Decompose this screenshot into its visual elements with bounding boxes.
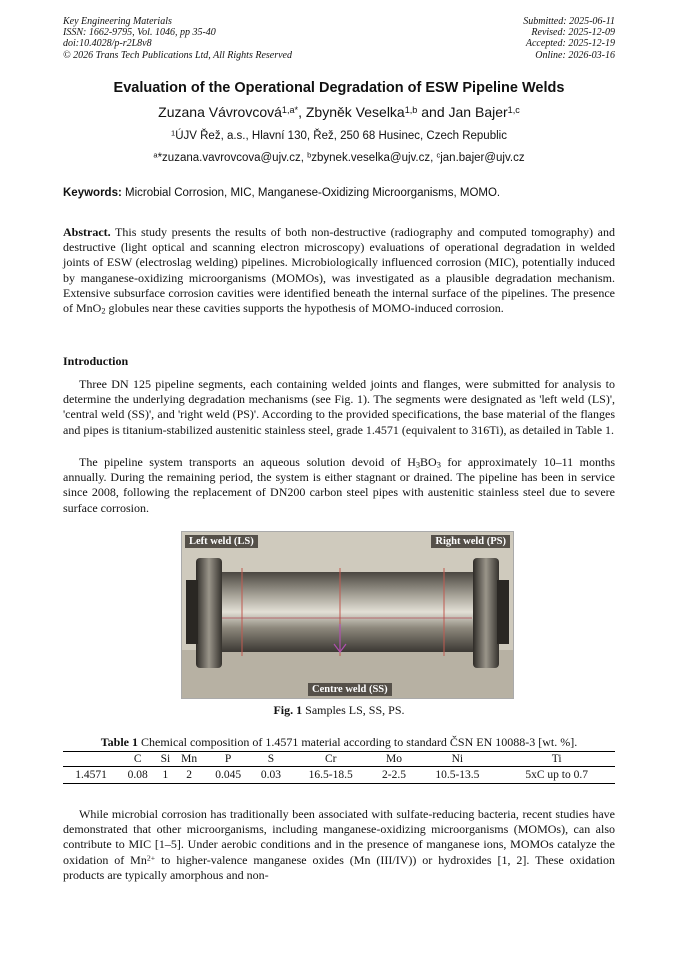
table-cell: 5xC up to 0.7 <box>498 767 615 784</box>
author-sep: , <box>298 104 306 120</box>
table-caption <box>63 735 615 750</box>
para-text: While microbial corrosion has traditionally been associated with sulfate-reducing bacteria, recent studies have demonstrated that other microorganisms, including manganese-oxidizing microorganisms (MOMOs), can also contribute to MIC [1–5]. Under aerobic conditions and in the presence of manganese ions, MOMOs catalyze the oxidation of Mn <box>63 807 615 867</box>
table-caption-text: Chemical composition of 1.4571 material according to standard ČSN EN 10088-3 [wt. %]. <box>138 735 578 749</box>
figure-label-right-weld: Right weld (PS) <box>431 535 510 548</box>
para-text: to higher-valence manganese oxides (Mn (III/IV)) or hydroxides [1, 2]. These oxidation products are typically amorphous and non- <box>63 852 615 882</box>
keywords <box>63 187 615 199</box>
table-header-row <box>63 752 615 767</box>
table-header-cell: Ti <box>498 752 615 767</box>
abstract-text: This study presents the results of both non-destructive (radiography and computed tomography) and destructive (light optical and scanning electron microscopy) evaluations of operational degradation in welded joints of ESW (electroslag welding) pipelines. Microbiologically influenced corrosion (MIC), potentially induced by manganese-oxidizing microorganisms (MOMOs), was investigated as a plausible degradation mechanism. Extensive subsurface corrosion cavities were identified beneath the internal surface of the pipelines. The presence of MnO <box>63 225 615 316</box>
composition-table <box>63 751 615 784</box>
author-name: Jan Bajer <box>448 104 508 120</box>
table-header-cell: S <box>252 752 289 767</box>
figure-caption <box>0 703 678 718</box>
paper-title: Evaluation of the Operational Degradation of ESW Pipeline Welds <box>113 80 565 96</box>
table-header-cell: Si <box>156 752 174 767</box>
keywords-text: Microbial Corrosion, MIC, Manganese-Oxidizing Microorganisms, MOMO. <box>121 187 501 199</box>
pipe-body <box>220 572 475 652</box>
abstract-sub: 2 <box>101 306 106 316</box>
figure-label-centre-weld: Centre weld (SS) <box>308 683 392 696</box>
email-sup: c <box>436 150 441 160</box>
author-sup: 1,a* <box>281 104 299 115</box>
table-header-cell: Ni <box>416 752 498 767</box>
table-cell: 0.08 <box>119 767 156 784</box>
table-cell: 1.4571 <box>63 767 119 784</box>
author-name: Zuzana Vávrovcová <box>158 104 282 120</box>
table-header-cell: P <box>204 752 252 767</box>
author-list <box>0 104 678 120</box>
table-header-cell: Cr <box>290 752 372 767</box>
email-link[interactable]: jan.bajer@ujv.cz <box>440 152 525 164</box>
pipeline-drawing <box>182 532 513 698</box>
affiliation-text: ÚJV Řež, a.s., Hlavní 130, Řež, 250 68 Husinec, Czech Republic <box>175 130 507 142</box>
figure-caption-label: Fig. 1 <box>273 703 303 717</box>
intro-paragraph-2 <box>63 455 615 516</box>
left-flange <box>196 558 222 668</box>
submitted-date: Submitted: 2025-06-11 <box>523 16 615 27</box>
online-date: Online: 2026-03-16 <box>535 49 615 61</box>
para-text: for approximately 10–11 months annually. During the remaining period, the system is either stagnant or drained. The pipeline has been in service since 2008, following the replacement of DN200 carbon steel pipes with austenitic stainless steel due to severe surface corrosion. <box>63 455 615 515</box>
doi: doi:10.4028/p-r2L8v8 <box>63 38 152 50</box>
table-row <box>63 767 615 784</box>
table-cell: 10.5-13.5 <box>416 767 498 784</box>
table-cell: 0.045 <box>204 767 252 784</box>
keywords-label: Keywords: <box>63 187 122 199</box>
table-header-cell: C <box>119 752 156 767</box>
figure-caption-text: Samples LS, SS, PS. <box>302 703 405 717</box>
author-sep: and <box>417 104 449 120</box>
table-cell: 2 <box>174 767 204 784</box>
pipeline-photo <box>181 531 514 699</box>
table-header-cell: Mo <box>372 752 417 767</box>
para-text: The pipeline system transports an aqueous solution devoid of H <box>79 455 416 469</box>
right-flange <box>473 558 499 668</box>
email-sup: b <box>307 150 312 160</box>
table-header-cell: Mn <box>174 752 204 767</box>
para-text: BO <box>420 455 437 469</box>
journal-name: Key Engineering Materials <box>63 16 172 27</box>
table-cell: 16.5-18.5 <box>290 767 372 784</box>
table-cell: 2-2.5 <box>372 767 417 784</box>
email-list <box>0 152 678 164</box>
revised-date: Revised: 2025-12-09 <box>531 27 615 39</box>
table-caption-label: Table 1 <box>100 735 138 749</box>
abstract <box>63 225 615 316</box>
left-pipe-stub <box>186 580 198 644</box>
table-cell: 0.03 <box>252 767 289 784</box>
table-header-cell <box>63 752 119 767</box>
para-sup: 2+ <box>146 853 156 863</box>
author-name: Zbyněk Veselka <box>305 104 405 120</box>
affiliation-sup: 1 <box>171 128 176 138</box>
author-sup: 1,b <box>404 104 418 115</box>
journal-header-right <box>523 16 615 61</box>
right-pipe-stub <box>497 580 509 644</box>
para-sub: 3 <box>436 460 441 470</box>
accepted-date: Accepted: 2025-12-19 <box>525 38 615 50</box>
intro-paragraph: Three DN 125 pipeline segments, each containing welded joints and flanges, were submitted for analysis to determine the underlying degradation mechanisms (see Fig. 1). The segments were designated as 'left weld (LS)', 'central weld (SS)', and 'right weld (PS)'. According to the provided specifications, the base material of the flanges and pipes is titanium-stabilized austenitic stainless steel, grade 1.4571 (equivalent to 316Ti), as detailed in Table 1. <box>63 377 615 437</box>
issn: ISSN: 1662-9795, Vol. 1046, pp 35-40 <box>63 27 216 39</box>
section-heading-introduction: Introduction <box>63 354 129 368</box>
body-paragraph <box>63 807 615 883</box>
figure-label-left-weld: Left weld (LS) <box>185 535 258 548</box>
email-sup: a <box>153 150 158 160</box>
journal-header-left <box>63 16 292 61</box>
email-link[interactable]: zbynek.veselka@ujv.cz, <box>311 152 437 164</box>
affiliation <box>0 130 678 142</box>
author-sup: 1,c <box>507 104 520 115</box>
copyright: © 2026 Trans Tech Publications Ltd, All Rights Reserved <box>63 49 292 61</box>
email-link[interactable]: *zuzana.vavrovcova@ujv.cz, <box>157 152 308 164</box>
abstract-label: Abstract. <box>63 225 111 239</box>
table-cell: 1 <box>156 767 174 784</box>
abstract-text-end: globules near these cavities supports the hypothesis of MOMO-induced corrosion. <box>105 301 504 316</box>
para-sub: 3 <box>415 460 421 470</box>
